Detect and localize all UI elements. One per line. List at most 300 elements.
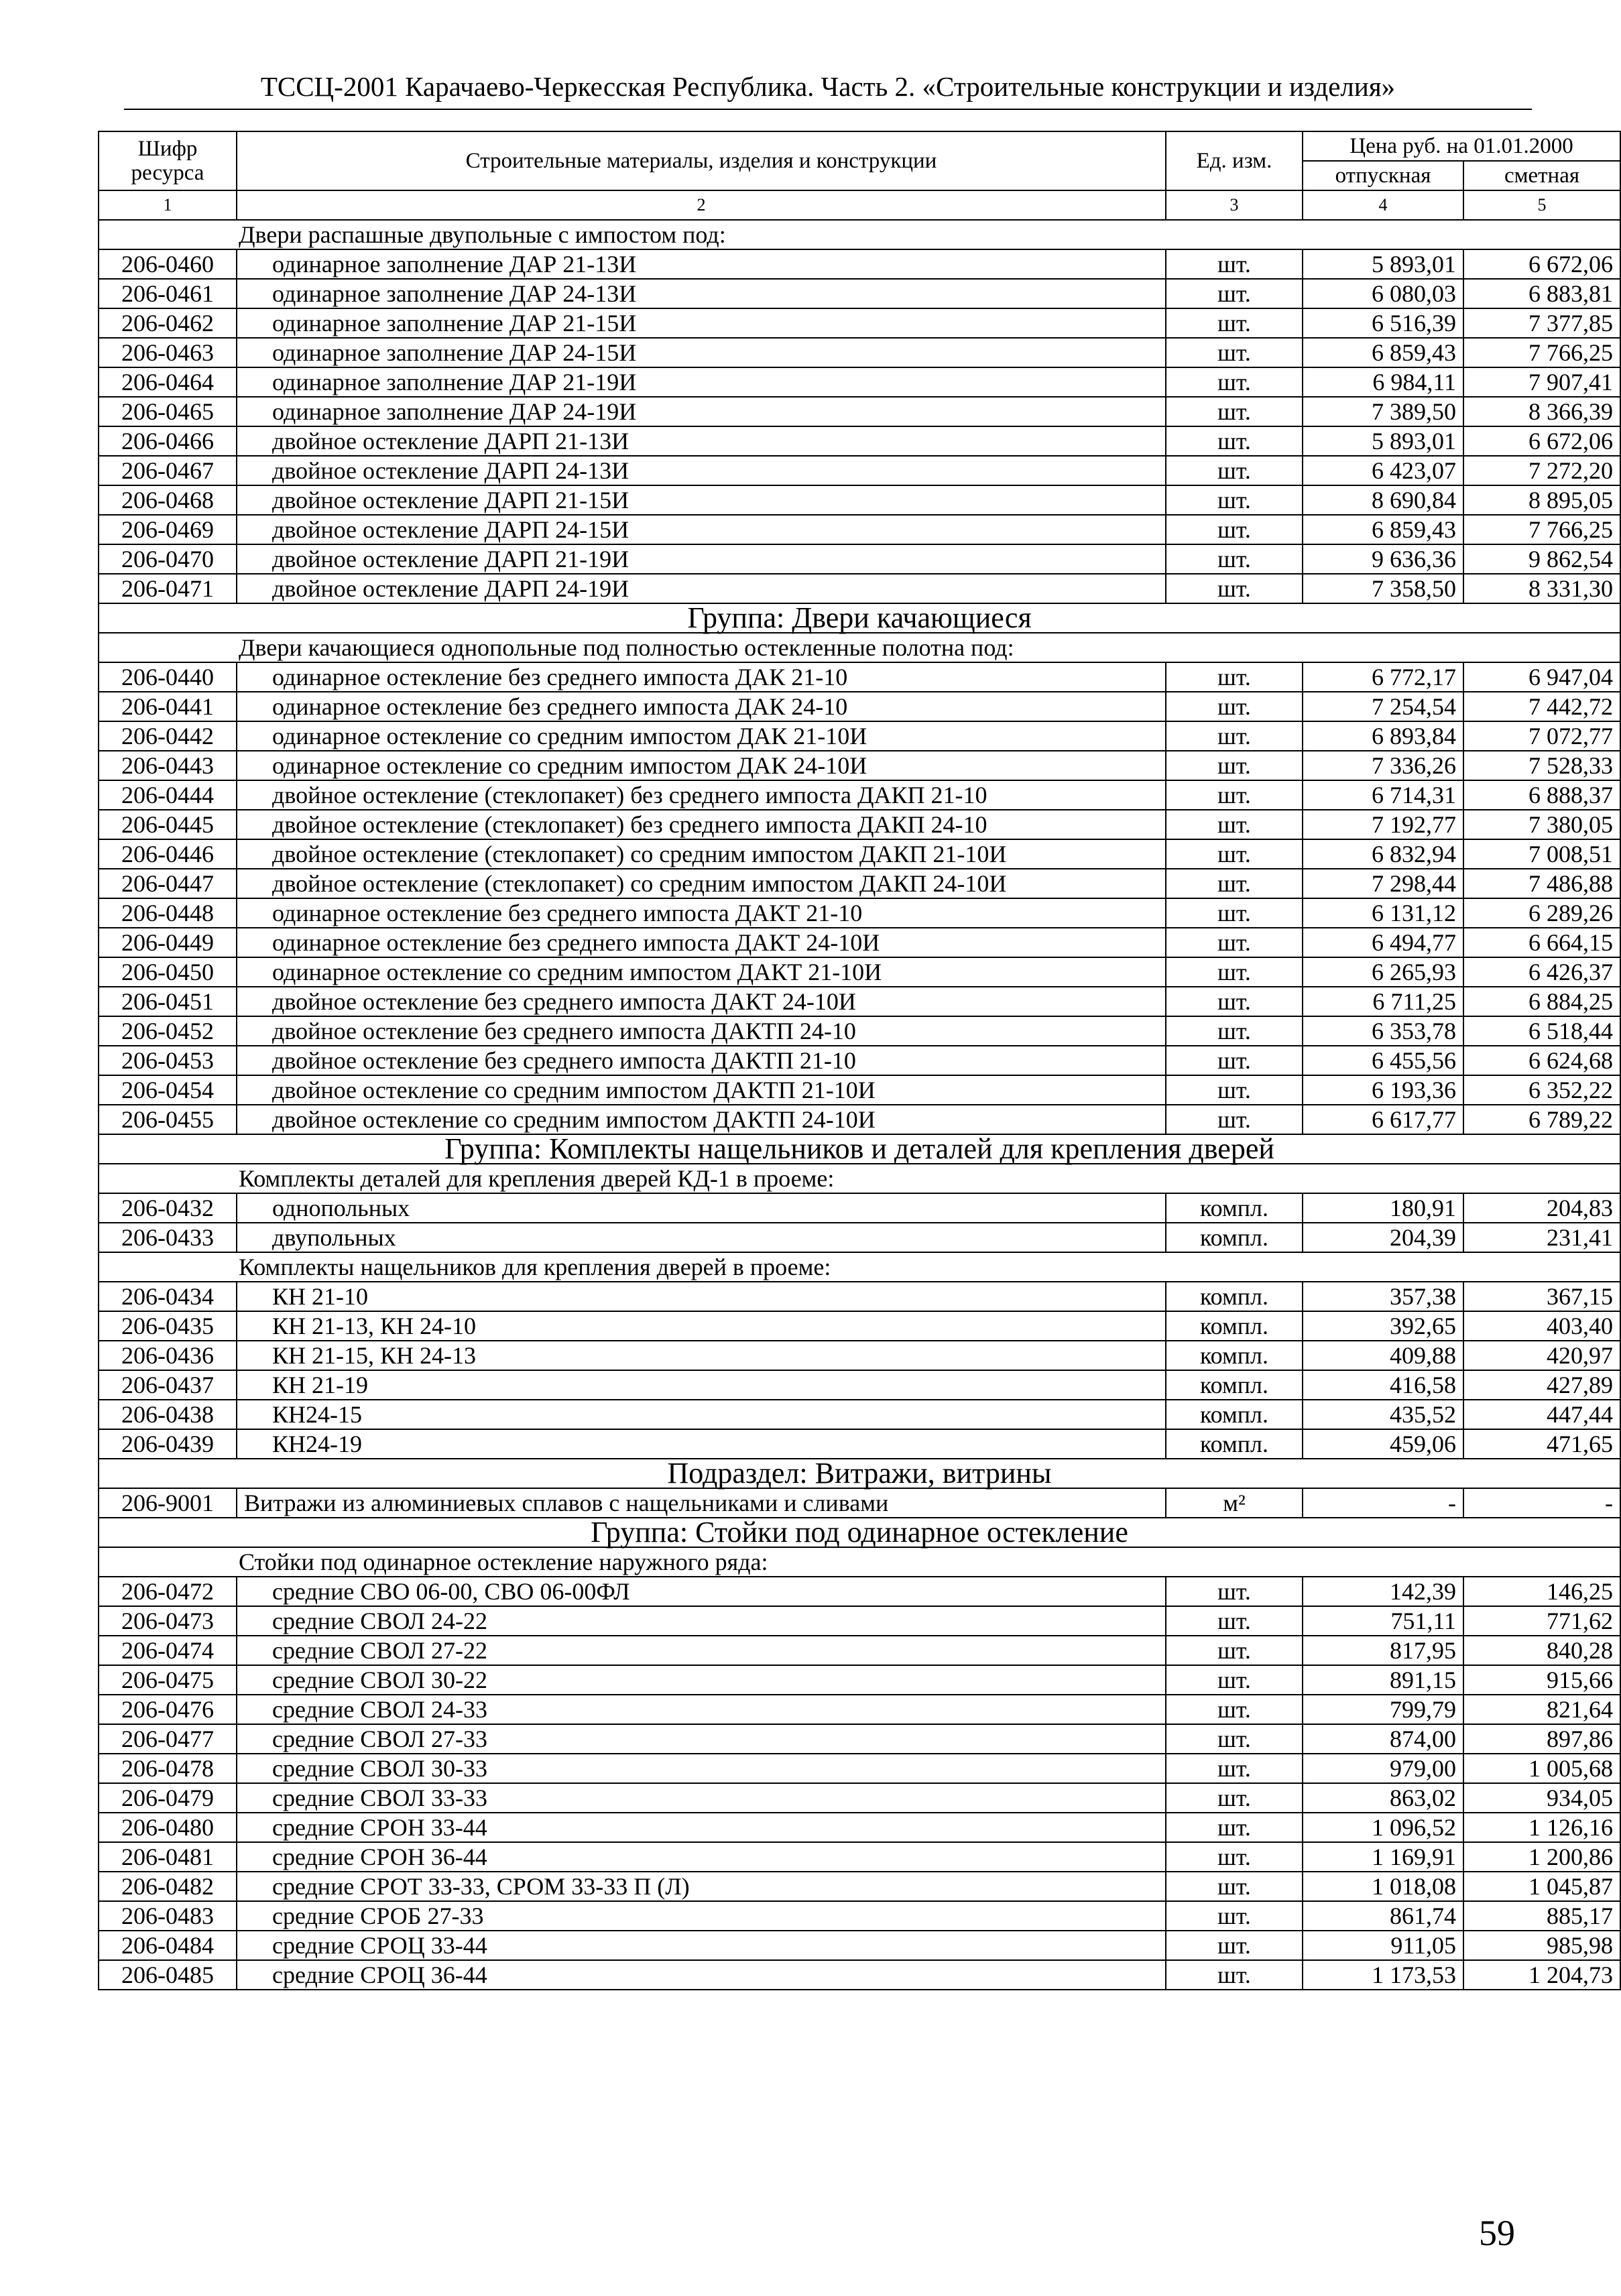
unit: шт. xyxy=(1166,249,1303,279)
release-price: 7 358,50 xyxy=(1303,574,1463,603)
subheading-text: Двери качающиеся однопольные под полностью остекленные полотна под: xyxy=(99,633,1620,662)
unit: шт. xyxy=(1166,1046,1303,1075)
table-row xyxy=(99,1282,1620,1311)
table-row xyxy=(99,1754,1620,1783)
resource-code: 206-0483 xyxy=(99,1901,237,1931)
unit: шт. xyxy=(1166,692,1303,721)
estimate-price: 6 352,22 xyxy=(1463,1075,1620,1105)
release-price: 1 173,53 xyxy=(1303,1960,1463,1990)
release-price: 6 984,11 xyxy=(1303,367,1463,397)
column-number: 1 xyxy=(99,190,237,220)
release-price: 7 389,50 xyxy=(1303,397,1463,426)
release-price: 6 859,43 xyxy=(1303,515,1463,544)
table-row xyxy=(99,485,1620,515)
group-heading-row xyxy=(99,1518,1620,1547)
release-price: 6 893,84 xyxy=(1303,721,1463,751)
table-row xyxy=(99,1842,1620,1872)
estimate-price: 6 947,04 xyxy=(1463,662,1620,692)
resource-code: 206-0470 xyxy=(99,544,237,574)
release-price: 459,06 xyxy=(1303,1429,1463,1459)
resource-name: средние СВОЛ 27-33 xyxy=(237,1724,1166,1754)
resource-name: двойное остекление со средним импостом ДАКТП 21-10И xyxy=(237,1075,1166,1105)
estimate-price: 6 518,44 xyxy=(1463,1016,1620,1046)
resource-name: одинарное остекление без среднего импоста ДАКТ 21-10 xyxy=(237,898,1166,928)
resource-code: 206-0473 xyxy=(99,1606,237,1636)
resource-code: 206-0463 xyxy=(99,338,237,367)
estimate-price: 8 895,05 xyxy=(1463,485,1620,515)
table-row xyxy=(99,426,1620,456)
resource-name: КН24-15 xyxy=(237,1400,1166,1429)
resource-code: 206-0444 xyxy=(99,780,237,810)
group-heading-row xyxy=(99,1134,1620,1164)
release-price: 6 859,43 xyxy=(1303,338,1463,367)
unit: шт. xyxy=(1166,1016,1303,1046)
resource-code: 206-0482 xyxy=(99,1872,237,1901)
table-row xyxy=(99,544,1620,574)
subheading-row xyxy=(99,633,1620,662)
release-price: 6 714,31 xyxy=(1303,780,1463,810)
table-row xyxy=(99,279,1620,308)
unit: шт. xyxy=(1166,1105,1303,1134)
resource-name: двойное остекление ДАРП 24-19И xyxy=(237,574,1166,603)
resource-name: средние СВОЛ 24-33 xyxy=(237,1695,1166,1724)
resource-name: одинарное остекление со средним импостом ДАК 21-10И xyxy=(237,721,1166,751)
resource-name: одинарное заполнение ДАР 21-19И xyxy=(237,367,1166,397)
resource-code: 206-0472 xyxy=(99,1577,237,1606)
table-row xyxy=(99,249,1620,279)
resource-name: средние СВОЛ 27-22 xyxy=(237,1636,1166,1665)
estimate-price: 1 126,16 xyxy=(1463,1813,1620,1842)
group-heading-text: Группа: Комплекты нащельников и деталей для крепления дверей xyxy=(99,1134,1620,1164)
unit: шт. xyxy=(1166,574,1303,603)
resource-code: 206-0445 xyxy=(99,810,237,839)
release-price: 142,39 xyxy=(1303,1577,1463,1606)
release-price: 6 494,77 xyxy=(1303,928,1463,957)
price-table xyxy=(98,131,1621,1990)
subheading-text: Комплекты нащельников для крепления дверей в проеме: xyxy=(99,1252,1620,1282)
estimate-price: 7 486,88 xyxy=(1463,869,1620,898)
estimate-price: 427,89 xyxy=(1463,1370,1620,1400)
estimate-price: 885,17 xyxy=(1463,1901,1620,1931)
resource-name: КН24-19 xyxy=(237,1429,1166,1459)
resource-name: одинарное остекление без среднего импоста ДАК 24-10 xyxy=(237,692,1166,721)
resource-code: 206-0465 xyxy=(99,397,237,426)
unit: м² xyxy=(1166,1488,1303,1518)
table-row xyxy=(99,1960,1620,1990)
resource-name: двойное остекление ДАРП 24-15И xyxy=(237,515,1166,544)
unit: шт. xyxy=(1166,1754,1303,1783)
table-row xyxy=(99,780,1620,810)
unit: шт. xyxy=(1166,987,1303,1016)
release-price: 6 131,12 xyxy=(1303,898,1463,928)
unit: шт. xyxy=(1166,397,1303,426)
resource-code: 206-0478 xyxy=(99,1754,237,1783)
resource-code: 206-0443 xyxy=(99,751,237,780)
header-release-price: отпускная xyxy=(1303,161,1463,190)
resource-code: 206-0485 xyxy=(99,1960,237,1990)
resource-code: 206-0474 xyxy=(99,1636,237,1665)
table-row xyxy=(99,1046,1620,1075)
table-row xyxy=(99,1695,1620,1724)
subheading-text: Комплекты деталей для крепления дверей КД-1 в проеме: xyxy=(99,1164,1620,1193)
table-row xyxy=(99,898,1620,928)
table-row xyxy=(99,515,1620,544)
resource-code: 206-0451 xyxy=(99,987,237,1016)
estimate-price: 146,25 xyxy=(1463,1577,1620,1606)
unit: компл. xyxy=(1166,1370,1303,1400)
unit: шт. xyxy=(1166,721,1303,751)
release-price: 6 711,25 xyxy=(1303,987,1463,1016)
resource-name: однопольных xyxy=(237,1193,1166,1223)
estimate-price: 6 624,68 xyxy=(1463,1046,1620,1075)
unit: шт. xyxy=(1166,810,1303,839)
unit: шт. xyxy=(1166,308,1303,338)
release-price: 1 169,91 xyxy=(1303,1842,1463,1872)
release-price: 799,79 xyxy=(1303,1695,1463,1724)
estimate-price: 7 377,85 xyxy=(1463,308,1620,338)
unit: шт. xyxy=(1166,515,1303,544)
unit: шт. xyxy=(1166,1577,1303,1606)
unit: шт. xyxy=(1166,1813,1303,1842)
resource-code: 206-0462 xyxy=(99,308,237,338)
group-heading-text: Группа: Двери качающиеся xyxy=(99,603,1620,633)
table-row xyxy=(99,1370,1620,1400)
resource-code: 206-0455 xyxy=(99,1105,237,1134)
release-price: 6 772,17 xyxy=(1303,662,1463,692)
resource-name: двупольных xyxy=(237,1223,1166,1252)
resource-code: 206-0479 xyxy=(99,1783,237,1813)
table-row xyxy=(99,456,1620,485)
estimate-price: 915,66 xyxy=(1463,1665,1620,1695)
unit: шт. xyxy=(1166,279,1303,308)
estimate-price: 6 664,15 xyxy=(1463,928,1620,957)
estimate-price: 934,05 xyxy=(1463,1783,1620,1813)
release-price: 6 080,03 xyxy=(1303,279,1463,308)
unit: шт. xyxy=(1166,751,1303,780)
release-price: 6 193,36 xyxy=(1303,1075,1463,1105)
table-row xyxy=(99,1223,1620,1252)
resource-code: 206-0442 xyxy=(99,721,237,751)
unit: шт. xyxy=(1166,662,1303,692)
table-row xyxy=(99,751,1620,780)
table-row xyxy=(99,957,1620,987)
table-row xyxy=(99,662,1620,692)
table-row xyxy=(99,308,1620,338)
group-heading-text: Подраздел: Витражи, витрины xyxy=(99,1459,1620,1488)
resource-name: двойное остекление без среднего импоста ДАКТП 21-10 xyxy=(237,1046,1166,1075)
release-price: - xyxy=(1303,1488,1463,1518)
column-number: 4 xyxy=(1303,190,1463,220)
subheading-row xyxy=(99,220,1620,249)
table-row xyxy=(99,721,1620,751)
group-heading-text: Группа: Стойки под одинарное остекление xyxy=(99,1518,1620,1547)
release-price: 204,39 xyxy=(1303,1223,1463,1252)
unit: шт. xyxy=(1166,1901,1303,1931)
release-price: 891,15 xyxy=(1303,1665,1463,1695)
table-row xyxy=(99,1724,1620,1754)
resource-name: средние СРОБ 27-33 xyxy=(237,1901,1166,1931)
unit: шт. xyxy=(1166,957,1303,987)
estimate-price: 7 272,20 xyxy=(1463,456,1620,485)
resource-name: двойное остекление ДАРП 21-15И xyxy=(237,485,1166,515)
resource-name: КН 21-10 xyxy=(237,1282,1166,1311)
estimate-price: 231,41 xyxy=(1463,1223,1620,1252)
release-price: 9 636,36 xyxy=(1303,544,1463,574)
subheading-row xyxy=(99,1547,1620,1577)
table-header xyxy=(99,131,1620,220)
resource-name: двойное остекление (стеклопакет) без среднего импоста ДАКП 21-10 xyxy=(237,780,1166,810)
resource-code: 206-0450 xyxy=(99,957,237,987)
resource-name: средние СВОЛ 33-33 xyxy=(237,1783,1166,1813)
resource-code: 206-0477 xyxy=(99,1724,237,1754)
estimate-price: 9 862,54 xyxy=(1463,544,1620,574)
resource-code: 206-0453 xyxy=(99,1046,237,1075)
estimate-price: 7 766,25 xyxy=(1463,515,1620,544)
resource-name: средние СВОЛ 30-33 xyxy=(237,1754,1166,1783)
estimate-price: 7 528,33 xyxy=(1463,751,1620,780)
table-row xyxy=(99,1311,1620,1341)
resource-name: КН 21-15, КН 24-13 xyxy=(237,1341,1166,1370)
unit: шт. xyxy=(1166,1636,1303,1665)
resource-name: средние СРОН 33-44 xyxy=(237,1813,1166,1842)
resource-code: 206-9001 xyxy=(99,1488,237,1518)
unit: шт. xyxy=(1166,869,1303,898)
release-price: 6 455,56 xyxy=(1303,1046,1463,1075)
table-row xyxy=(99,1901,1620,1931)
resource-code: 206-0439 xyxy=(99,1429,237,1459)
resource-code: 206-0480 xyxy=(99,1813,237,1842)
unit: шт. xyxy=(1166,1606,1303,1636)
estimate-price: 471,65 xyxy=(1463,1429,1620,1459)
table-row xyxy=(99,1016,1620,1046)
resource-name: двойное остекление без среднего импоста ДАКТП 24-10 xyxy=(237,1016,1166,1046)
resource-name: одинарное заполнение ДАР 24-19И xyxy=(237,397,1166,426)
resource-name: одинарное остекление без среднего импоста ДАКТ 24-10И xyxy=(237,928,1166,957)
release-price: 6 516,39 xyxy=(1303,308,1463,338)
estimate-price: 771,62 xyxy=(1463,1606,1620,1636)
estimate-price: 1 045,87 xyxy=(1463,1872,1620,1901)
unit: шт. xyxy=(1166,1960,1303,1990)
resource-name: двойное остекление ДАРП 21-13И xyxy=(237,426,1166,456)
resource-code: 206-0461 xyxy=(99,279,237,308)
subheading-row xyxy=(99,1252,1620,1282)
resource-name: одинарное остекление со средним импостом ДАКТ 21-10И xyxy=(237,957,1166,987)
header-price: Цена руб. на 01.01.2000 xyxy=(1303,131,1620,161)
estimate-price: - xyxy=(1463,1488,1620,1518)
resource-code: 206-0440 xyxy=(99,662,237,692)
resource-name: одинарное остекление без среднего импоста ДАК 21-10 xyxy=(237,662,1166,692)
release-price: 1 018,08 xyxy=(1303,1872,1463,1901)
resource-name: средние СВОЛ 24-22 xyxy=(237,1606,1166,1636)
unit: шт. xyxy=(1166,456,1303,485)
unit: компл. xyxy=(1166,1282,1303,1311)
release-price: 6 423,07 xyxy=(1303,456,1463,485)
unit: компл. xyxy=(1166,1400,1303,1429)
unit: шт. xyxy=(1166,1724,1303,1754)
resource-name: двойное остекление (стеклопакет) без среднего импоста ДАКП 24-10 xyxy=(237,810,1166,839)
resource-code: 206-0467 xyxy=(99,456,237,485)
table-row xyxy=(99,1193,1620,1223)
resource-code: 206-0454 xyxy=(99,1075,237,1105)
estimate-price: 1 005,68 xyxy=(1463,1754,1620,1783)
estimate-price: 7 072,77 xyxy=(1463,721,1620,751)
unit: шт. xyxy=(1166,1931,1303,1960)
resource-name: двойное остекление со средним импостом ДАКТП 24-10И xyxy=(237,1105,1166,1134)
resource-name: двойное остекление без среднего импоста ДАКТ 24-10И xyxy=(237,987,1166,1016)
release-price: 409,88 xyxy=(1303,1341,1463,1370)
estimate-price: 8 331,30 xyxy=(1463,574,1620,603)
estimate-price: 8 366,39 xyxy=(1463,397,1620,426)
table-row xyxy=(99,1872,1620,1901)
estimate-price: 7 008,51 xyxy=(1463,839,1620,869)
resource-code: 206-0466 xyxy=(99,426,237,456)
resource-code: 206-0484 xyxy=(99,1931,237,1960)
resource-code: 206-0469 xyxy=(99,515,237,544)
estimate-price: 6 884,25 xyxy=(1463,987,1620,1016)
table-row xyxy=(99,574,1620,603)
estimate-price: 447,44 xyxy=(1463,1400,1620,1429)
unit: шт. xyxy=(1166,898,1303,928)
release-price: 392,65 xyxy=(1303,1311,1463,1341)
page-number: 59 xyxy=(1479,2213,1515,2253)
release-price: 751,11 xyxy=(1303,1606,1463,1636)
resource-code: 206-0438 xyxy=(99,1400,237,1429)
resource-name: двойное остекление (стеклопакет) со средним импостом ДАКП 21-10И xyxy=(237,839,1166,869)
resource-name: одинарное заполнение ДАР 24-13И xyxy=(237,279,1166,308)
resource-name: одинарное заполнение ДАР 21-13И xyxy=(237,249,1166,279)
resource-code: 206-0435 xyxy=(99,1311,237,1341)
estimate-price: 7 380,05 xyxy=(1463,810,1620,839)
table-row xyxy=(99,692,1620,721)
resource-code: 206-0476 xyxy=(99,1695,237,1724)
table-row xyxy=(99,1931,1620,1960)
table-row xyxy=(99,1606,1620,1636)
estimate-price: 6 289,26 xyxy=(1463,898,1620,928)
unit: шт. xyxy=(1166,839,1303,869)
table-row xyxy=(99,1636,1620,1665)
unit: шт. xyxy=(1166,1665,1303,1695)
unit: шт. xyxy=(1166,928,1303,957)
release-price: 863,02 xyxy=(1303,1783,1463,1813)
unit: шт. xyxy=(1166,338,1303,367)
estimate-price: 1 204,73 xyxy=(1463,1960,1620,1990)
resource-code: 206-0441 xyxy=(99,692,237,721)
release-price: 6 265,93 xyxy=(1303,957,1463,987)
resource-code: 206-0446 xyxy=(99,839,237,869)
estimate-price: 6 888,37 xyxy=(1463,780,1620,810)
unit: компл. xyxy=(1166,1429,1303,1459)
release-price: 180,91 xyxy=(1303,1193,1463,1223)
resource-name: КН 21-19 xyxy=(237,1370,1166,1400)
table-row xyxy=(99,397,1620,426)
resource-name: двойное остекление (стеклопакет) со средним импостом ДАКП 24-10И xyxy=(237,869,1166,898)
estimate-price: 6 672,06 xyxy=(1463,426,1620,456)
release-price: 6 353,78 xyxy=(1303,1016,1463,1046)
group-heading-row xyxy=(99,603,1620,633)
resource-name: одинарное заполнение ДАР 21-15И xyxy=(237,308,1166,338)
table-row xyxy=(99,1488,1620,1518)
release-price: 357,38 xyxy=(1303,1282,1463,1311)
table-row xyxy=(99,1429,1620,1459)
column-numbers-row xyxy=(99,190,1620,220)
estimate-price: 204,83 xyxy=(1463,1193,1620,1223)
estimate-price: 985,98 xyxy=(1463,1931,1620,1960)
resource-code: 206-0448 xyxy=(99,898,237,928)
resource-name: средние СРОЦ 33-44 xyxy=(237,1931,1166,1960)
estimate-price: 840,28 xyxy=(1463,1636,1620,1665)
header-unit: Ед. изм. xyxy=(1166,131,1303,190)
unit: компл. xyxy=(1166,1341,1303,1370)
table-row xyxy=(99,1783,1620,1813)
unit: шт. xyxy=(1166,1695,1303,1724)
estimate-price: 7 907,41 xyxy=(1463,367,1620,397)
table-row xyxy=(99,987,1620,1016)
resource-code: 206-0434 xyxy=(99,1282,237,1311)
table-row xyxy=(99,1400,1620,1429)
subheading-text: Двери распашные двупольные с импостом под: xyxy=(99,220,1620,249)
unit: компл. xyxy=(1166,1311,1303,1341)
table-row xyxy=(99,1665,1620,1695)
release-price: 911,05 xyxy=(1303,1931,1463,1960)
estimate-price: 420,97 xyxy=(1463,1341,1620,1370)
resource-name: одинарное остекление со средним импостом ДАК 24-10И xyxy=(237,751,1166,780)
estimate-price: 7 766,25 xyxy=(1463,338,1620,367)
resource-code: 206-0464 xyxy=(99,367,237,397)
header-name: Строительные материалы, изделия и конструкции xyxy=(237,131,1166,190)
column-number: 3 xyxy=(1166,190,1303,220)
resource-code: 206-0468 xyxy=(99,485,237,515)
resource-name: средние СВОЛ 30-22 xyxy=(237,1665,1166,1695)
resource-code: 206-0449 xyxy=(99,928,237,957)
estimate-price: 6 672,06 xyxy=(1463,249,1620,279)
unit: шт. xyxy=(1166,1872,1303,1901)
release-price: 7 254,54 xyxy=(1303,692,1463,721)
release-price: 874,00 xyxy=(1303,1724,1463,1754)
table-row xyxy=(99,1577,1620,1606)
document-header: ТССЦ-2001 Карачаево-Черкесская Республика. Часть 2. «Строительные конструкции и изделия» xyxy=(124,64,1532,110)
resource-code: 206-0475 xyxy=(99,1665,237,1695)
table-row xyxy=(99,1813,1620,1842)
release-price: 7 298,44 xyxy=(1303,869,1463,898)
release-price: 5 893,01 xyxy=(1303,249,1463,279)
unit: шт. xyxy=(1166,1075,1303,1105)
resource-code: 206-0436 xyxy=(99,1341,237,1370)
resource-name: двойное остекление ДАРП 21-19И xyxy=(237,544,1166,574)
column-number: 5 xyxy=(1463,190,1620,220)
release-price: 1 096,52 xyxy=(1303,1813,1463,1842)
resource-code: 206-0433 xyxy=(99,1223,237,1252)
release-price: 861,74 xyxy=(1303,1901,1463,1931)
table-body xyxy=(99,220,1620,1990)
release-price: 6 617,77 xyxy=(1303,1105,1463,1134)
unit: шт. xyxy=(1166,1783,1303,1813)
table-row xyxy=(99,839,1620,869)
release-price: 435,52 xyxy=(1303,1400,1463,1429)
estimate-price: 897,86 xyxy=(1463,1724,1620,1754)
unit: компл. xyxy=(1166,1223,1303,1252)
resource-name: КН 21-13, КН 24-10 xyxy=(237,1311,1166,1341)
resource-name: одинарное заполнение ДАР 24-15И xyxy=(237,338,1166,367)
estimate-price: 403,40 xyxy=(1463,1311,1620,1341)
resource-code: 206-0432 xyxy=(99,1193,237,1223)
estimate-price: 1 200,86 xyxy=(1463,1842,1620,1872)
header-code: Шифр ресурса xyxy=(99,131,237,190)
estimate-price: 6 789,22 xyxy=(1463,1105,1620,1134)
table-row xyxy=(99,869,1620,898)
estimate-price: 6 883,81 xyxy=(1463,279,1620,308)
resource-name: двойное остекление ДАРП 24-13И xyxy=(237,456,1166,485)
unit: шт. xyxy=(1166,780,1303,810)
